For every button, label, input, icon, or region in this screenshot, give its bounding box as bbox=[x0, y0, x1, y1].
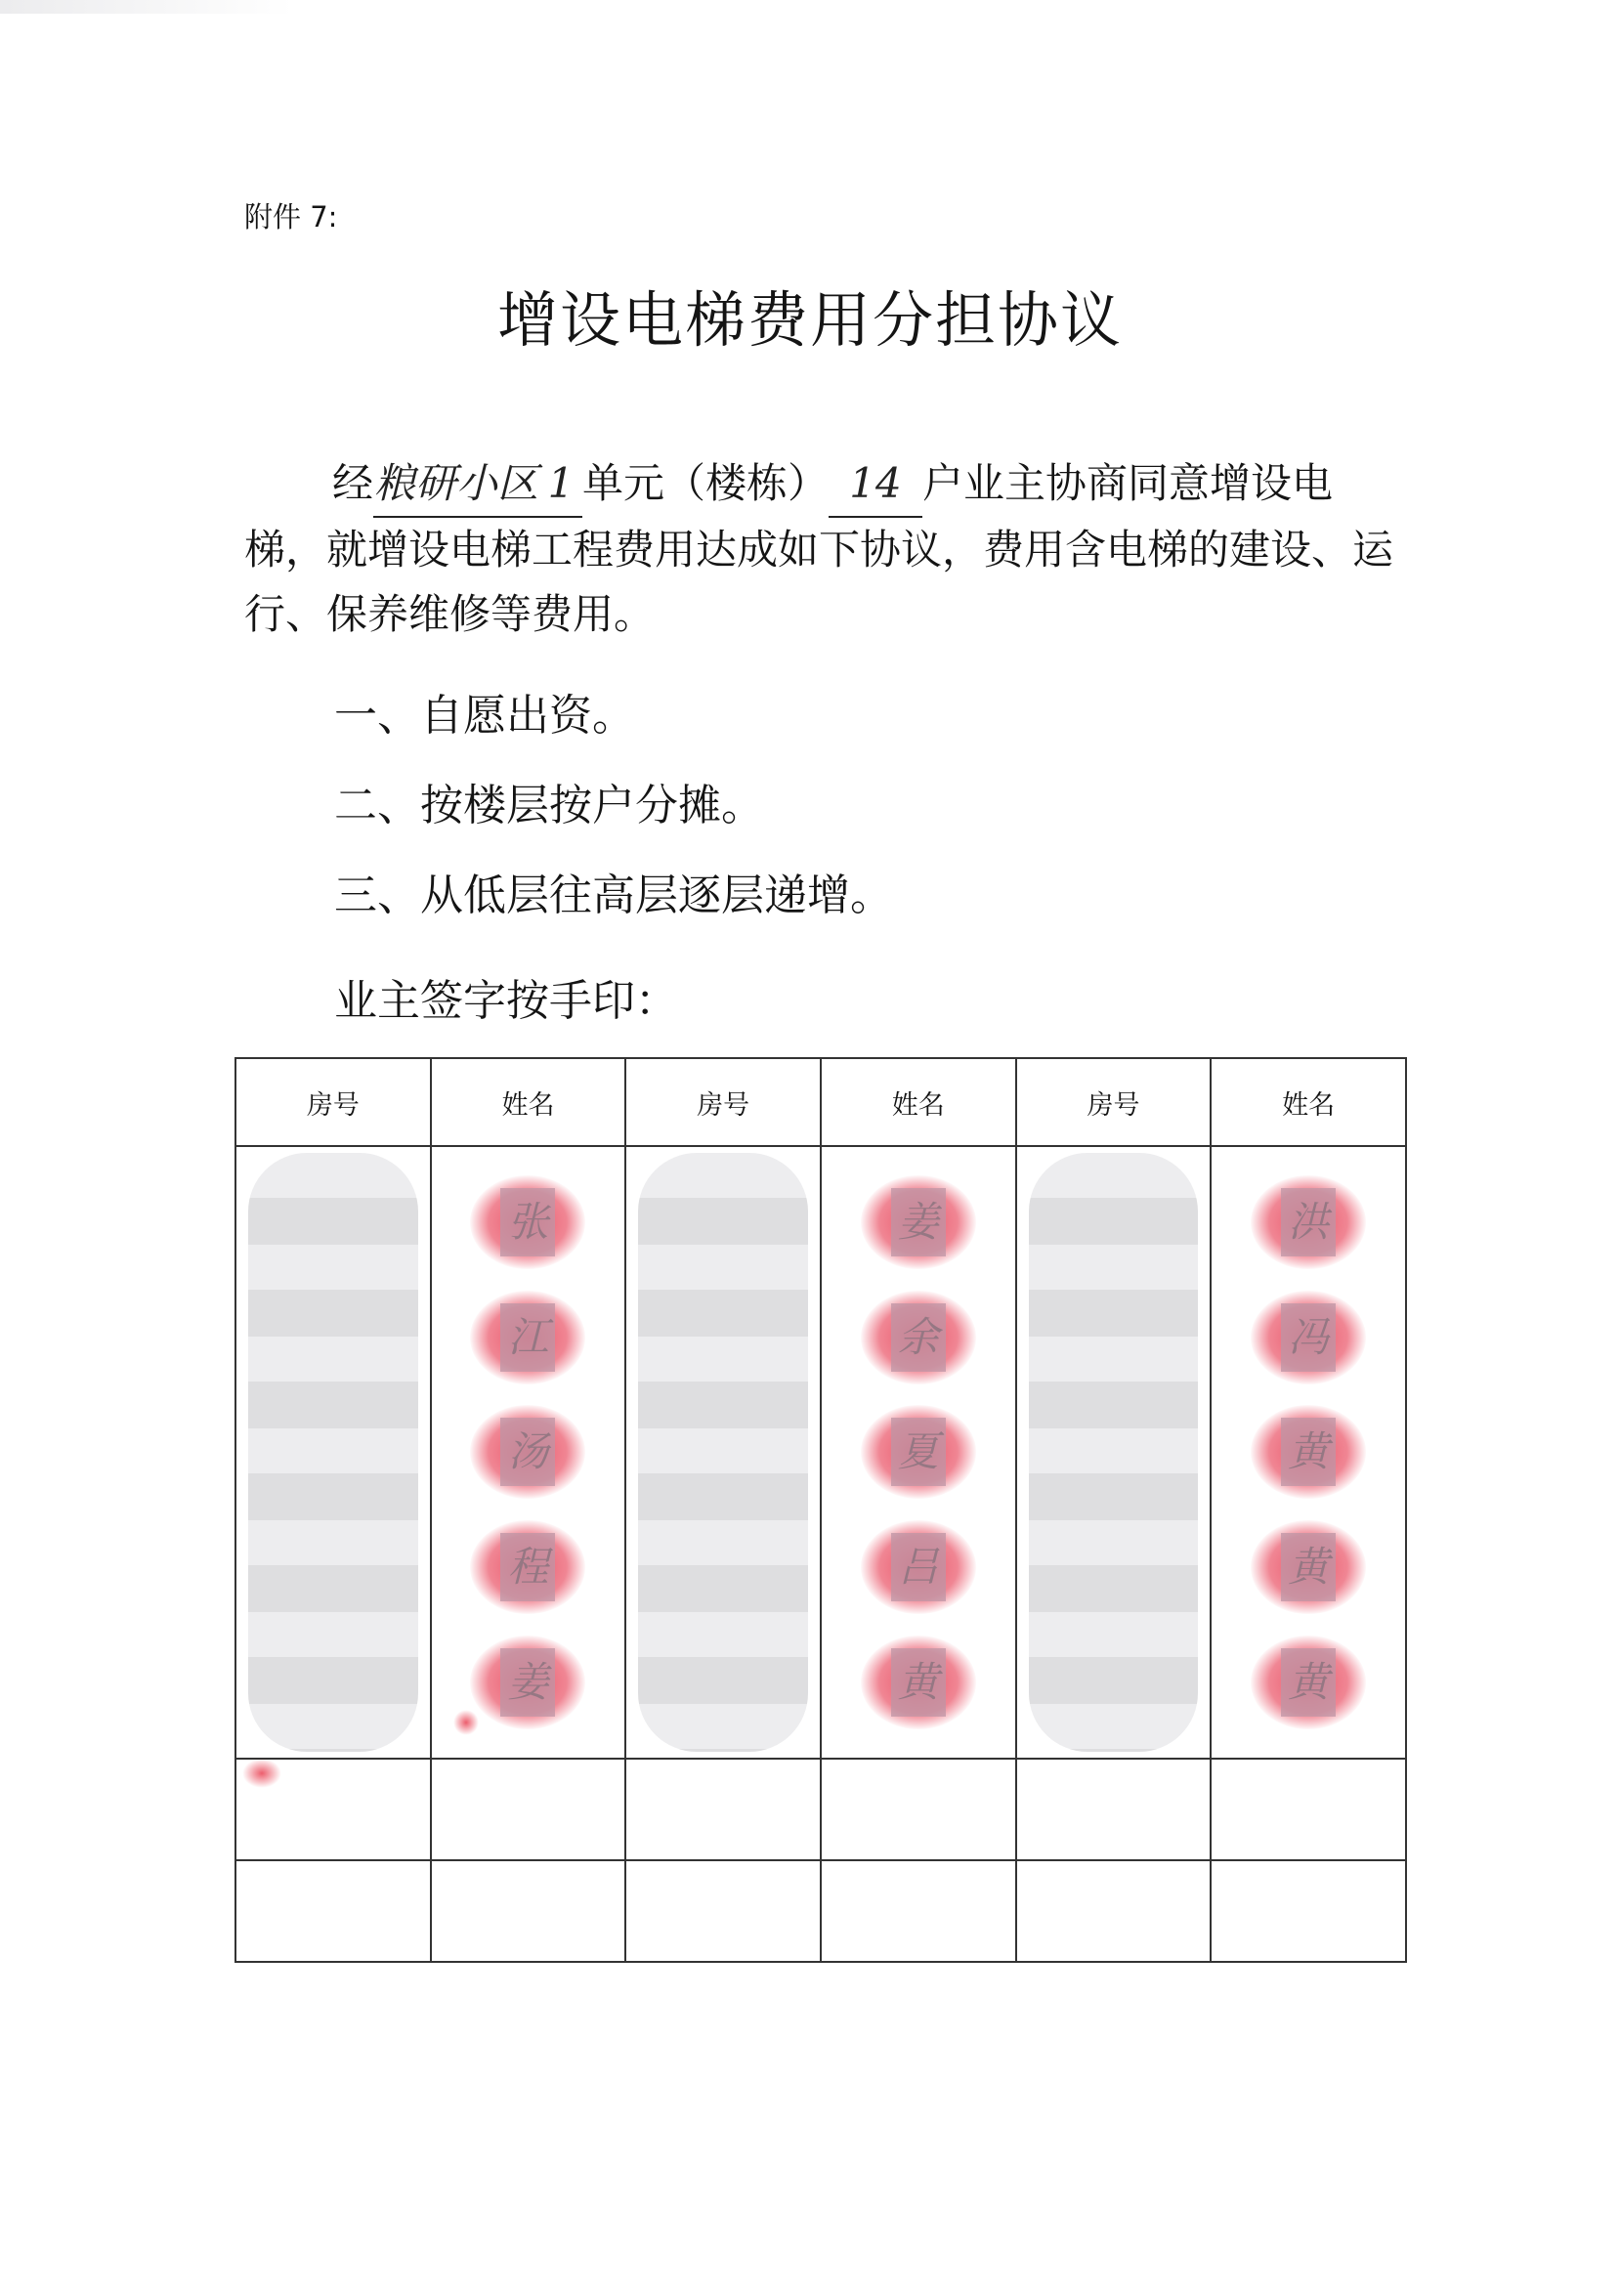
name-column-3 bbox=[1211, 1146, 1406, 1759]
signature-entry bbox=[432, 1421, 625, 1483]
intro-prefix: 经 bbox=[332, 459, 374, 507]
signature-entry bbox=[432, 1651, 625, 1714]
header-name-3: 姓名 bbox=[1211, 1058, 1406, 1146]
signature-table bbox=[234, 1057, 1407, 1963]
empty-cell bbox=[1016, 1860, 1212, 1962]
header-name-2: 姓名 bbox=[821, 1058, 1016, 1146]
attachment-label: 附件 7: bbox=[244, 200, 338, 234]
redacted-name bbox=[500, 1533, 555, 1601]
header-room-2: 房号 bbox=[625, 1058, 821, 1146]
redacted-room-numbers bbox=[1029, 1153, 1199, 1752]
signature-entry bbox=[822, 1651, 1015, 1714]
page-title: 增设电梯费用分担协议 bbox=[496, 284, 1123, 356]
redacted-name bbox=[500, 1188, 555, 1256]
empty-cell bbox=[1016, 1759, 1212, 1860]
redacted-room-numbers bbox=[248, 1153, 418, 1752]
signature-sheet bbox=[234, 1057, 1407, 1961]
stray-fingerprint bbox=[242, 1759, 281, 1788]
empty-cell bbox=[1211, 1759, 1406, 1860]
signature-entry bbox=[822, 1306, 1015, 1369]
room-column-1 bbox=[235, 1146, 431, 1759]
signature-entry bbox=[432, 1536, 625, 1598]
empty-row bbox=[235, 1860, 1406, 1962]
header-row bbox=[235, 1058, 1406, 1146]
empty-cell bbox=[625, 1759, 821, 1860]
redacted-name bbox=[891, 1533, 946, 1601]
signature-entry bbox=[822, 1191, 1015, 1254]
room-column-2 bbox=[625, 1146, 821, 1759]
redacted-name bbox=[1281, 1418, 1336, 1486]
signature-label: 业主签字按手印： bbox=[334, 976, 678, 1026]
agreement-item-2: 二、按楼层按户分摊。 bbox=[334, 781, 764, 830]
redacted-name bbox=[891, 1188, 946, 1256]
building-blank: 1 bbox=[539, 451, 582, 518]
header-room-3: 房号 bbox=[1016, 1058, 1212, 1146]
redacted-name bbox=[891, 1648, 946, 1717]
empty-cell bbox=[821, 1860, 1016, 1962]
redacted-name bbox=[500, 1418, 555, 1486]
header-name-1: 姓名 bbox=[431, 1058, 626, 1146]
signature-entry bbox=[432, 1191, 625, 1254]
redacted-name bbox=[1281, 1533, 1336, 1601]
agreement-item-1: 一、自愿出资。 bbox=[334, 691, 635, 741]
stray-fingerprint bbox=[453, 1710, 479, 1735]
empty-cell bbox=[1211, 1860, 1406, 1962]
agreement-item-3: 三、从低层往高层逐层递增。 bbox=[334, 871, 893, 920]
intro-paragraph bbox=[244, 451, 1397, 647]
community-blank: 粮研小区 bbox=[373, 451, 539, 518]
empty-row bbox=[235, 1759, 1406, 1860]
redacted-name bbox=[1281, 1648, 1336, 1717]
redacted-name bbox=[500, 1303, 555, 1372]
signature-entry bbox=[822, 1421, 1015, 1483]
signature-entry bbox=[432, 1306, 625, 1369]
intro-suffix: 户业主协商同意增设电梯，就增设电梯工程费用达成如下协议，费用含电梯的建设、运行、保养维修等费用。 bbox=[244, 459, 1394, 638]
name-column-1 bbox=[431, 1146, 626, 1759]
redacted-name bbox=[891, 1418, 946, 1486]
unit-label: 单元（楼栋） bbox=[582, 459, 830, 507]
households-blank: 14 bbox=[829, 451, 922, 518]
signature-entry bbox=[1212, 1191, 1405, 1254]
redacted-name bbox=[500, 1648, 555, 1717]
header-room-1: 房号 bbox=[235, 1058, 431, 1146]
name-column-2 bbox=[821, 1146, 1016, 1759]
empty-cell bbox=[431, 1860, 626, 1962]
signature-entry bbox=[1212, 1651, 1405, 1714]
scan-shadow bbox=[0, 0, 293, 14]
redacted-room-numbers bbox=[638, 1153, 808, 1752]
empty-cell bbox=[625, 1860, 821, 1962]
redacted-name bbox=[1281, 1303, 1336, 1372]
redacted-name bbox=[891, 1303, 946, 1372]
signature-entry bbox=[1212, 1421, 1405, 1483]
signature-entry bbox=[1212, 1306, 1405, 1369]
empty-cell bbox=[821, 1759, 1016, 1860]
signature-row bbox=[235, 1146, 1406, 1759]
empty-cell bbox=[431, 1759, 626, 1860]
redacted-name bbox=[1281, 1188, 1336, 1256]
empty-cell bbox=[235, 1860, 431, 1962]
signature-entry bbox=[822, 1536, 1015, 1598]
signature-entry bbox=[1212, 1536, 1405, 1598]
room-column-3 bbox=[1016, 1146, 1212, 1759]
